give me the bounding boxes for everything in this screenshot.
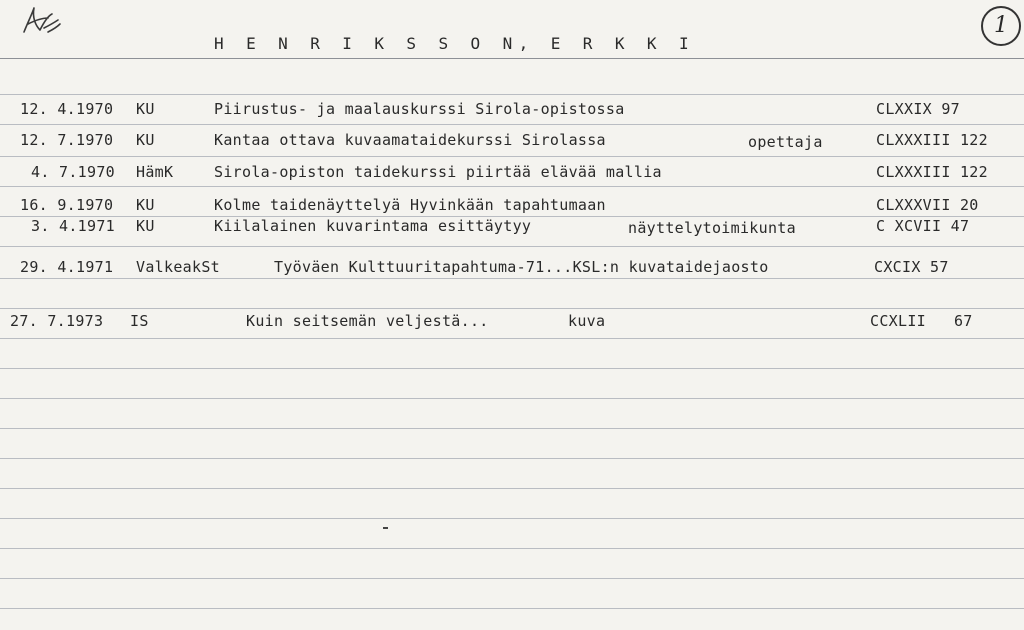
ruled-line [0, 246, 1024, 247]
entry-title: Kolme taidenäyttelyä Hyvinkään tapahtumaan [214, 196, 606, 214]
entry-source: IS [130, 312, 149, 330]
entry-reference: CXCIX 57 [874, 258, 949, 276]
ruled-line [0, 518, 1024, 519]
entry-source: KU [136, 217, 155, 235]
entry-date: 4. 7.1970 [31, 163, 115, 181]
ruled-line [0, 398, 1024, 399]
ruled-line [0, 186, 1024, 187]
ruled-line [0, 156, 1024, 157]
ruled-line [0, 308, 1024, 309]
ruled-line [0, 488, 1024, 489]
stray-ink-mark [383, 527, 388, 529]
entry-reference: CLXXXVII 20 [876, 196, 979, 214]
entry-reference: CLXXIX 97 [876, 100, 960, 118]
entry-role: kuva [568, 312, 606, 330]
entry-reference: C XCVII 47 [876, 217, 970, 235]
ruled-line [0, 608, 1024, 609]
entry-reference: CLXXXIII 122 [876, 131, 988, 149]
ruled-line [0, 548, 1024, 549]
ruled-line [0, 338, 1024, 339]
entry-date: 16. 9.1970 [20, 196, 114, 214]
card-number: 1 [994, 13, 1008, 38]
entry-role: näyttelytoimikunta [628, 219, 796, 237]
ruled-line [0, 428, 1024, 429]
ruled-line [0, 278, 1024, 279]
entry-title: Työväen Kulttuuritapahtuma-71...KSL:n kuvataidejaosto [274, 258, 769, 276]
entry-date: 12. 4.1970 [20, 100, 114, 118]
entry-source: ValkeakSt [136, 258, 220, 276]
entry-source: KU [136, 131, 155, 149]
ruled-line [0, 458, 1024, 459]
entry-date: 27. 7.1973 [10, 312, 104, 330]
entry-reference: CLXXXIII 122 [876, 163, 988, 181]
entry-title: Kiilalainen kuvarintama esittäytyy [214, 217, 532, 235]
header-rule [0, 58, 1024, 59]
entry-source: HämK [136, 163, 174, 181]
ruled-line [0, 368, 1024, 369]
handwritten-initials-mark [18, 4, 62, 38]
entry-source: KU [136, 100, 155, 118]
entry-reference: CCXLII 67 [870, 312, 973, 330]
entry-date: 3. 4.1971 [31, 217, 115, 235]
ruled-line [0, 124, 1024, 125]
entry-title: Sirola-opiston taidekurssi piirtää elävää mallia [214, 163, 662, 181]
entry-title: Kantaa ottava kuvaamataidekurssi Sirolassa [214, 131, 606, 149]
entry-title: Kuin seitsemän veljestä... [246, 312, 489, 330]
entry-source: KU [136, 196, 155, 214]
ruled-line [0, 94, 1024, 95]
card-number-circle [981, 6, 1021, 46]
entry-date: 12. 7.1970 [20, 131, 114, 149]
entry-date: 29. 4.1971 [20, 258, 114, 276]
entry-role: opettaja [748, 133, 823, 151]
card-heading-name: H E N R I K S S O N, E R K K I [214, 34, 695, 53]
entry-title: Piirustus- ja maalauskurssi Sirola-opistossa [214, 100, 625, 118]
ruled-line [0, 578, 1024, 579]
